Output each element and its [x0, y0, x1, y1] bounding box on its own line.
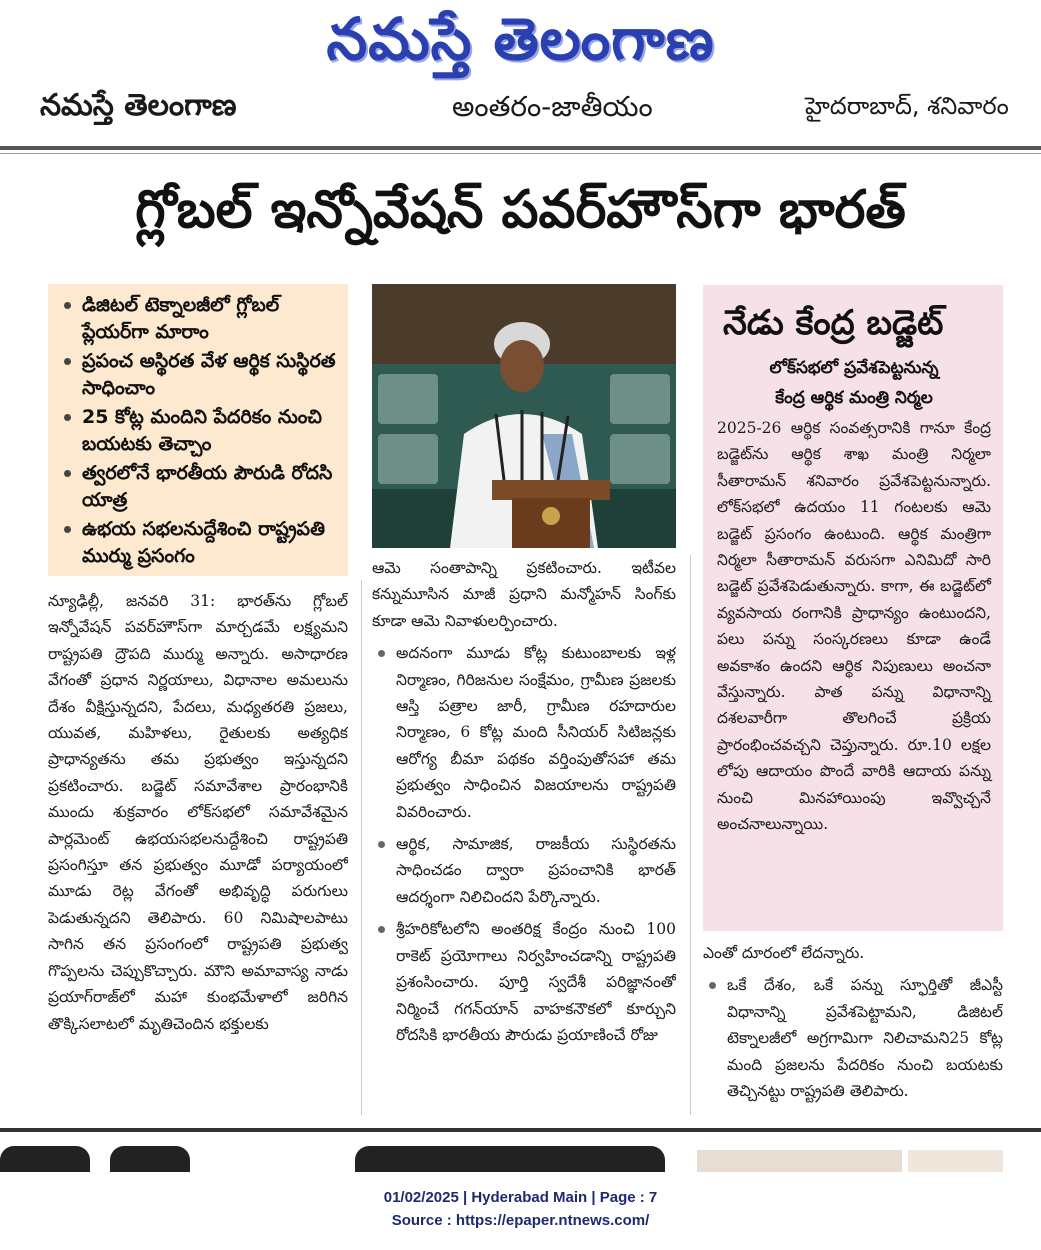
bullet-icon: [709, 982, 716, 989]
budget-body: 2025-26 ఆర్థిక సంవత్సరానికి గానూ కేంద్ర బడ్జెట్‌ను ఆర్థిక శాఖ మంత్రి నిర్మలా సీతారామన్ శనివారం ప్రవేశపెట్టనున్నారు. లోక్‌సభలో ఉదయం 11 గంటలకు ఆమె బడ్జెట్ ప్రసంగం ఉంటుంది. ఆర్థిక మంత్రిగా నిర్మలా సీతారామన్ వరుసగా ఎనిమిదో సారి బడ్జెట్ ప్రవేశపెడుతున్నారు. కాగా, ఈ బడ్జెట్‌లో వ్యవసాయ రంగానికి ప్రాధాన్యం ఉంటుందని, పలు పన్ను సంస్కరణలు కూడా ఉండే అవకాశం ఉందని ఆర్థిక నిపుణులు అంచనా వేస్తున్నారు. పాత పన్ను విధానాన్ని దశలవారీగా తొలగించే ప్రక్రియ ప్రారంభించవచ్చని చెప్తున్నారు. రూ.10 లక్షల లోపు ఆదాయం పొందే వారికి ఆదాయ పన్ను నుంచి మినహాయింపు ఇవ్వొచ్చనే అంచనాలున్నాయి.: [717, 419, 991, 834]
footer-edition-line: 01/02/2025 | Hyderabad Main | Page : 7: [383, 1189, 658, 1206]
bottom-rule: [0, 1128, 1041, 1132]
highlight-item: [60, 292, 348, 346]
column-divider: [361, 580, 362, 1115]
president-speech-photo: [372, 284, 676, 548]
epaper-footer: [0, 1186, 1041, 1232]
bullet-icon: [378, 841, 385, 848]
budget-subtitle-1: లోక్‌సభలో ప్రవేశపెట్టనున్న: [769, 358, 939, 378]
highlight-text: డిజిటల్ టెక్నాలజీలో గ్లోబల్ ప్లేయర్‌గా మారాం: [82, 294, 280, 343]
header-rule-thin: [0, 153, 1041, 154]
photo-illustration: [372, 284, 676, 548]
bullet-icon: [64, 526, 71, 533]
next-article-cutoff: [0, 1136, 1041, 1172]
highlight-text: 25 కోట్ల మందిని పేదరికం నుంచి బయటకు తెచ్చాం: [82, 406, 322, 455]
cutoff-glyph: [0, 1146, 90, 1172]
article-column-2: [372, 555, 676, 1115]
page-headline: గ్లోబల్ ఇన్నోవేషన్ పవర్‌హౌస్‌గా భారత్: [135, 180, 906, 240]
article-column-1: న్యూఢిల్లీ, జనవరి 31: భారత్‌ను గ్లోబల్ ఇన్నోవేషన్ పవర్‌హౌస్‌గా మార్చడమే లక్ష్యమని రాష్ట్రపతి ద్రౌపది ముర్ము అన్నారు. అసాధారణ వేగంతో ప్రధాన నిర్ణయాలు, విధానాల అమలును దేశం వీక్షిస్తున్నదని, పేదలు, మధ్యతరతి ప్రజలు, యువత, మహిళలు, రైతులకు అత్యధిక ప్రాధాన్యతను తమ ప్రభుత్వం ఇస్తున్నదని ప్రకటించారు. బడ్జెట్ సమావేశాల ప్రారంభానికి ముందు శుక్రవారం లోక్‌సభలో సమావేశమైన పార్లమెంట్ ఉభయసభలనుద్దేశించి రాష్ట్రపతి ప్రసంగిస్తూ తన ప్రభుత్వం మూడో పర్యాయంలో మూడు రెట్ల వేగంతో అభివృద్ధి పరుగులు పెడుతున్నదని తెలిపారు. 60 నిమిషాలపాటు సాగిన తన ప్రసంగంలో రాష్ట్రపతి ప్రభుత్వ గొప్పలను చెప్పుకొచ్చారు. మౌని అమావాస్య నాడు ప్రయాగ్‌రాజ్‌లో మహా కుంభమేళాలో జరిగిన తొక్కిసలాటలో మృతిచెందిన భక్తులకు: [48, 592, 348, 1033]
highlight-text: ప్రపంచ అస్థిరత వేళ ఆర్థిక సుస్థిరత సాధించాం: [82, 350, 336, 399]
highlight-item: [60, 404, 348, 458]
page-header-strip: [0, 82, 1041, 128]
highlight-item: [60, 460, 348, 514]
footer-source-link[interactable]: Source : https://epaper.ntnews.com/: [391, 1212, 650, 1229]
cutoff-thumbnail: [908, 1150, 1003, 1172]
column-divider: [690, 555, 691, 1115]
header-rule: [0, 146, 1041, 150]
article-bullet: [372, 916, 676, 1048]
article-column-3: [703, 940, 1003, 1120]
highlight-text: త్వరలోనే భారతీయ పౌరుడి రోదసి యాత్ర: [82, 462, 333, 511]
budget-sidebar: [703, 285, 1003, 931]
cutoff-thumbnail: [697, 1150, 902, 1172]
budget-title: నేడు కేంద్ర బడ్జెట్: [723, 303, 944, 343]
bullet-text: ఒకే దేశం, ఒకే పన్ను స్ఫూర్తితో జీఎస్టీ విధానాన్ని ప్రవేశపెట్టామని, డిజిటల్ టెక్నాలజీలో అగ్రగామిగా నిలిచామని25 కోట్ల మంది ప్రజలను పేదరికం నుంచి బయటకు తెచ్చినట్టు రాష్ట్రపతి తెలిపారు.: [727, 976, 1003, 1101]
bullet-icon: [64, 414, 71, 421]
strip-paper-name: నమస్తే తెలంగాణ: [40, 88, 237, 123]
newspaper-logo[interactable]: నమస్తే తెలంగాణ: [326, 5, 715, 73]
budget-subtitle-2: కేంద్ర ఆర్థిక మంత్రి నిర్మల: [775, 388, 933, 408]
strip-section-name: అంతరం-జాతీయం: [452, 90, 653, 123]
highlight-item: [60, 348, 348, 402]
bullet-icon: [64, 358, 71, 365]
column-3-intro: ఎంతో దూరంలో లేదన్నారు.: [703, 944, 865, 962]
bullet-text: ఆర్థిక, సామాజిక, రాజకీయ సుస్థిరతను సాధించడం ద్వారా ప్రపంచానికి భారత్ ఆదర్శంగా నిలిచిందని పేర్కొన్నారు.: [396, 835, 676, 906]
column-2-intro: ఆమె సంతాపాన్ని ప్రకటించారు. ఇటీవల కన్నుమూసిన మాజీ ప్రధాని మన్మోహన్ సింగ్‌కు కూడా ఆమె నివాళులర్పించారు.: [372, 559, 676, 630]
highlight-item: [60, 516, 348, 570]
bullet-icon: [378, 650, 385, 657]
bullet-icon: [64, 302, 71, 309]
article-bullet: [703, 972, 1003, 1104]
bullet-icon: [378, 926, 385, 933]
highlight-text: ఉభయ సభలనుద్దేశించి రాష్ట్రపతి ముర్ము ప్రసంగం: [82, 518, 325, 567]
masthead: [0, 0, 1041, 80]
bullet-text: అదనంగా మూడు కోట్ల కుటుంబాలకు ఇళ్ల నిర్మాణం, గిరిజనుల సంక్షేమం, గ్రామీణ ప్రజలకు ఆస్తి పత్రాల జారీ, గ్రామీణ రహదారుల నిర్మాణం, 6 కోట్ల మంది సీనియర్ సిటిజన్లకు ఆరోగ్య బీమా పథకం వర్తింపుతోసహా తమ ప్రభుత్వం సాధించిన విజయాలను రాష్ట్రపతి వివరించారు.: [396, 644, 676, 821]
strip-dateline: హైదరాబాద్, శనివారం: [805, 92, 1009, 120]
article-bullet: [372, 640, 676, 825]
cutoff-glyph: [355, 1146, 665, 1172]
cutoff-glyph: [110, 1146, 190, 1172]
bullet-icon: [64, 470, 71, 477]
bullet-text: శ్రీహరికోటలోని అంతరిక్ష కేంద్రం నుంచి 100 రాకెట్ ప్రయోగాలు నిర్వహించడాన్ని రాష్ట్రపతి ప్రశంసించారు. పూర్తి స్వదేశీ పరిజ్ఞానంతో నిర్మించే గగన్‌యాన్ వాహకనౌకలో కూర్చుని రోదసికి భారతీయ పౌరుడు ప్రయాణించే రోజు: [396, 920, 676, 1044]
article-bullet: [372, 831, 676, 910]
highlights-box: [48, 284, 348, 576]
